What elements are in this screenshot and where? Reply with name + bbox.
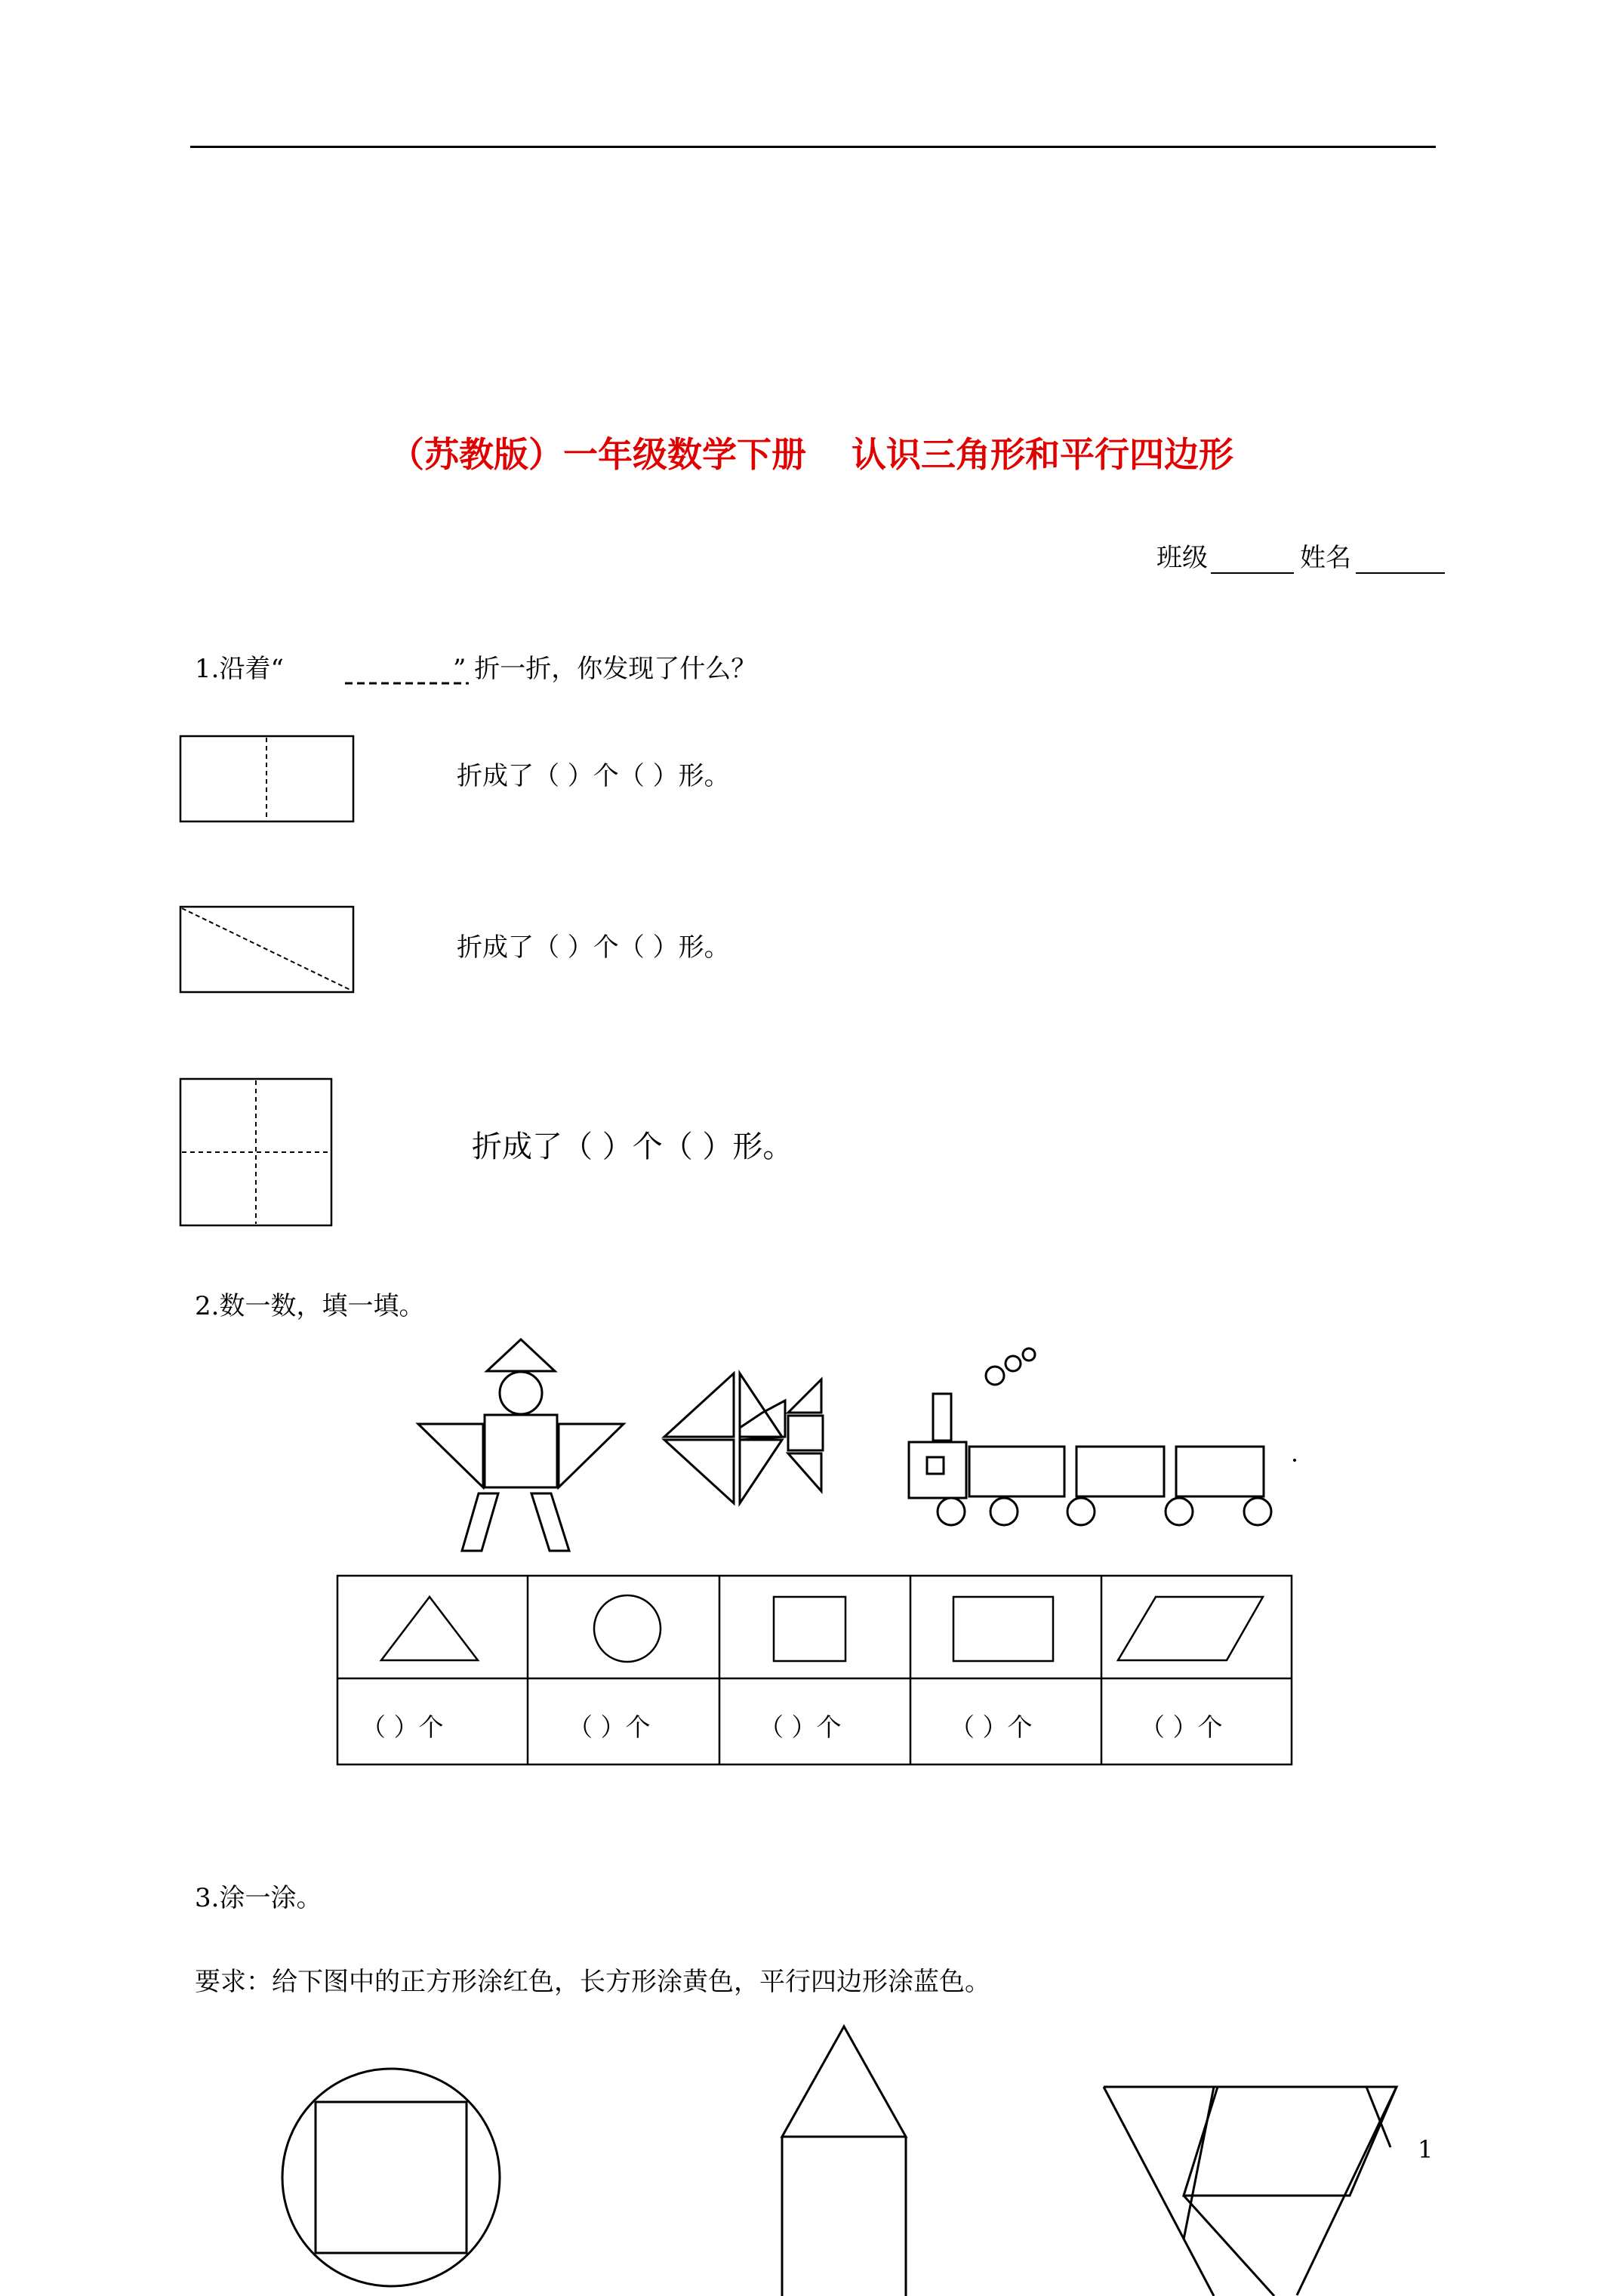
title-part-1: （苏教版）一年级数学下册 [390, 434, 806, 475]
class-blank[interactable] [1211, 572, 1294, 574]
q3-requirement: 要求：给下图中的正方形涂红色，长方形涂黄色，平行四边形涂蓝色。 [195, 1967, 990, 1997]
name-label: 姓名 [1300, 543, 1351, 573]
square-icon [774, 1597, 845, 1661]
name-blank[interactable] [1356, 572, 1445, 574]
count-cell-triangle[interactable]: （ ）个 [361, 1712, 444, 1742]
train-figure [906, 1336, 1298, 1533]
q3-prompt: 3.涂一涂。 [195, 1883, 322, 1913]
fish-figure [661, 1370, 827, 1506]
inverted-triangle-figure[interactable] [1101, 2084, 1403, 2296]
page-title [0, 427, 1623, 477]
header-rule [190, 146, 1436, 148]
fold-rectangle-diagonal [179, 905, 357, 996]
rectangle-icon [953, 1597, 1053, 1661]
count-cell-parallelogram[interactable]: （ ）个 [1140, 1712, 1223, 1742]
q1-prompt-end: ” 折一折，你发现了什么？ [453, 654, 757, 684]
q1-answer-2[interactable]: 折成了（ ）个（ ）形。 [457, 932, 730, 963]
count-cell-circle[interactable]: （ ）个 [568, 1712, 651, 1742]
circle-icon [594, 1595, 661, 1662]
circle-square-figure[interactable] [278, 2063, 504, 2296]
q1-prompt-start: 1.沿着“ [195, 654, 284, 684]
q1-answer-3[interactable]: 折成了（ ）个（ ）形。 [472, 1130, 793, 1164]
tower-figure[interactable] [778, 2023, 913, 2296]
q2-prompt: 2.数一数，填一填。 [195, 1291, 425, 1321]
title-part-2: 认识三角形和平行四边形 [852, 434, 1233, 475]
robot-figure [415, 1336, 634, 1563]
page-number: 1 [1418, 2135, 1434, 2164]
q1-answer-1[interactable]: 折成了（ ）个（ ）形。 [457, 761, 730, 791]
fold-square-cross [179, 1077, 334, 1228]
count-cell-rectangle[interactable]: （ ）个 [950, 1712, 1033, 1742]
fold-rectangle-vertical [179, 735, 357, 825]
parallelogram-icon [1118, 1597, 1263, 1660]
count-cell-square[interactable]: （ ）个 [759, 1712, 842, 1742]
triangle-icon [381, 1597, 478, 1660]
class-label: 班级 [1156, 543, 1208, 573]
